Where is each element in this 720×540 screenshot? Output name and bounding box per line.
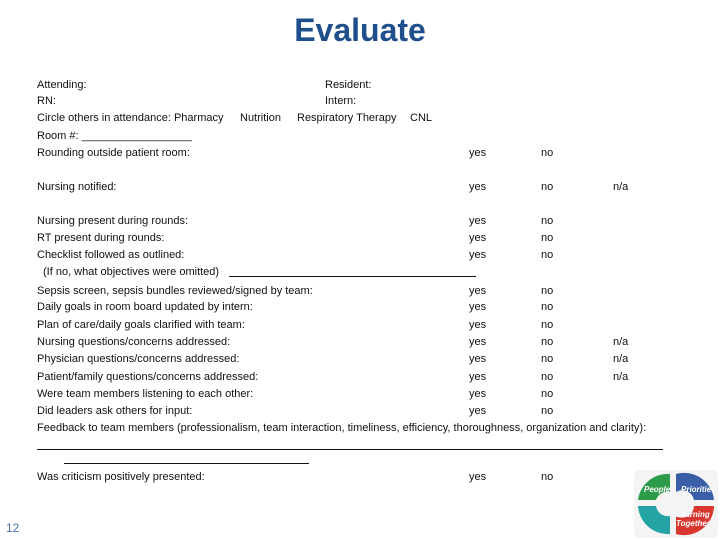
- item-yes-option[interactable]: yes: [469, 371, 487, 383]
- cnl-option[interactable]: CNL: [410, 112, 433, 124]
- item-label: Daily goals in room board updated by intern:: [37, 301, 253, 313]
- feedback-label: Feedback to team members (professionalism, team interaction, timeliness, efficiency, thoroughness, organization and clarity):: [37, 422, 647, 434]
- rounding-outside-label: Rounding outside patient room:: [37, 147, 190, 159]
- item-label: Plan of care/daily goals clarified with team:: [37, 319, 245, 331]
- item-label: Sepsis screen, sepsis bundles reviewed/signed by team:: [37, 285, 313, 297]
- item-yes-option[interactable]: yes: [469, 285, 487, 297]
- logo-text-learning: Learning: [676, 510, 710, 519]
- item-label: Were team members listening to each other:: [37, 388, 254, 400]
- item-yes-option[interactable]: yes: [469, 336, 487, 348]
- rn-label: RN:: [37, 95, 56, 107]
- item-no-option[interactable]: no: [541, 301, 554, 313]
- item-no-option[interactable]: no: [541, 215, 554, 227]
- item-yes-option[interactable]: yes: [469, 405, 487, 417]
- item-label: Nursing questions/concerns addressed:: [37, 336, 231, 348]
- item-label: RT present during rounds:: [37, 232, 165, 244]
- nutrition-option[interactable]: Nutrition: [240, 112, 281, 124]
- item-na-option[interactable]: n/a: [613, 371, 629, 383]
- item-label: Nursing present during rounds:: [37, 215, 189, 227]
- item-no-option[interactable]: no: [541, 388, 554, 400]
- rounding-outside-no[interactable]: no: [541, 147, 554, 159]
- item-na-option[interactable]: n/a: [613, 353, 629, 365]
- resident-label: Resident:: [325, 79, 372, 91]
- item-no-option[interactable]: no: [541, 181, 554, 193]
- item-no-option[interactable]: no: [541, 353, 554, 365]
- item-yes-option[interactable]: yes: [469, 232, 487, 244]
- item-no-option[interactable]: no: [541, 405, 554, 417]
- intern-label: Intern:: [325, 95, 357, 107]
- feedback-line-1[interactable]: [37, 449, 663, 450]
- criticism-yes[interactable]: yes: [469, 471, 487, 483]
- page-title: Evaluate: [294, 12, 426, 48]
- rounding-outside-yes[interactable]: yes: [469, 147, 487, 159]
- circle-others-label: Circle others in attendance: Pharmacy: [37, 112, 224, 124]
- item-no-option[interactable]: no: [541, 319, 554, 331]
- item-label: Did leaders ask others for input:: [37, 405, 193, 417]
- logo-text-people: People: [644, 485, 671, 494]
- item-yes-option[interactable]: yes: [469, 319, 487, 331]
- item-no-option[interactable]: no: [541, 232, 554, 244]
- criticism-no[interactable]: no: [541, 471, 554, 483]
- item-yes-option[interactable]: yes: [469, 388, 487, 400]
- item-label: Patient/family questions/concerns addressed:: [37, 371, 259, 383]
- item-no-option[interactable]: no: [541, 285, 554, 297]
- logo-text-together: Together: [676, 519, 710, 528]
- item-label: Checklist followed as outlined:: [37, 249, 185, 261]
- item-yes-option[interactable]: yes: [469, 301, 487, 313]
- people-priorities-logo: [630, 466, 720, 540]
- item-no-option[interactable]: no: [541, 336, 554, 348]
- item-label: Nursing notified:: [37, 181, 117, 193]
- item-yes-option[interactable]: yes: [469, 181, 487, 193]
- respiratory-therapy-option[interactable]: Respiratory Therapy: [297, 112, 397, 124]
- page-number: 12: [6, 521, 20, 535]
- item-na-option[interactable]: n/a: [613, 181, 629, 193]
- item-yes-option[interactable]: yes: [469, 249, 487, 261]
- item-no-option[interactable]: no: [541, 371, 554, 383]
- feedback-line-2[interactable]: [64, 463, 309, 464]
- item-label: Physician questions/concerns addressed:: [37, 353, 240, 365]
- item-yes-option[interactable]: yes: [469, 353, 487, 365]
- item-yes-option[interactable]: yes: [469, 215, 487, 227]
- item-no-option[interactable]: no: [541, 249, 554, 261]
- room-number-field[interactable]: Room #: __________________: [37, 130, 192, 142]
- logo-text-priorities: Priorities: [681, 485, 716, 494]
- omitted-objectives-line[interactable]: [229, 276, 476, 277]
- attending-label: Attending:: [37, 79, 87, 91]
- item-na-option[interactable]: n/a: [613, 336, 629, 348]
- criticism-label: Was criticism positively presented:: [37, 471, 205, 483]
- checklist-omitted-note: (If no, what objectives were omitted): [43, 266, 220, 278]
